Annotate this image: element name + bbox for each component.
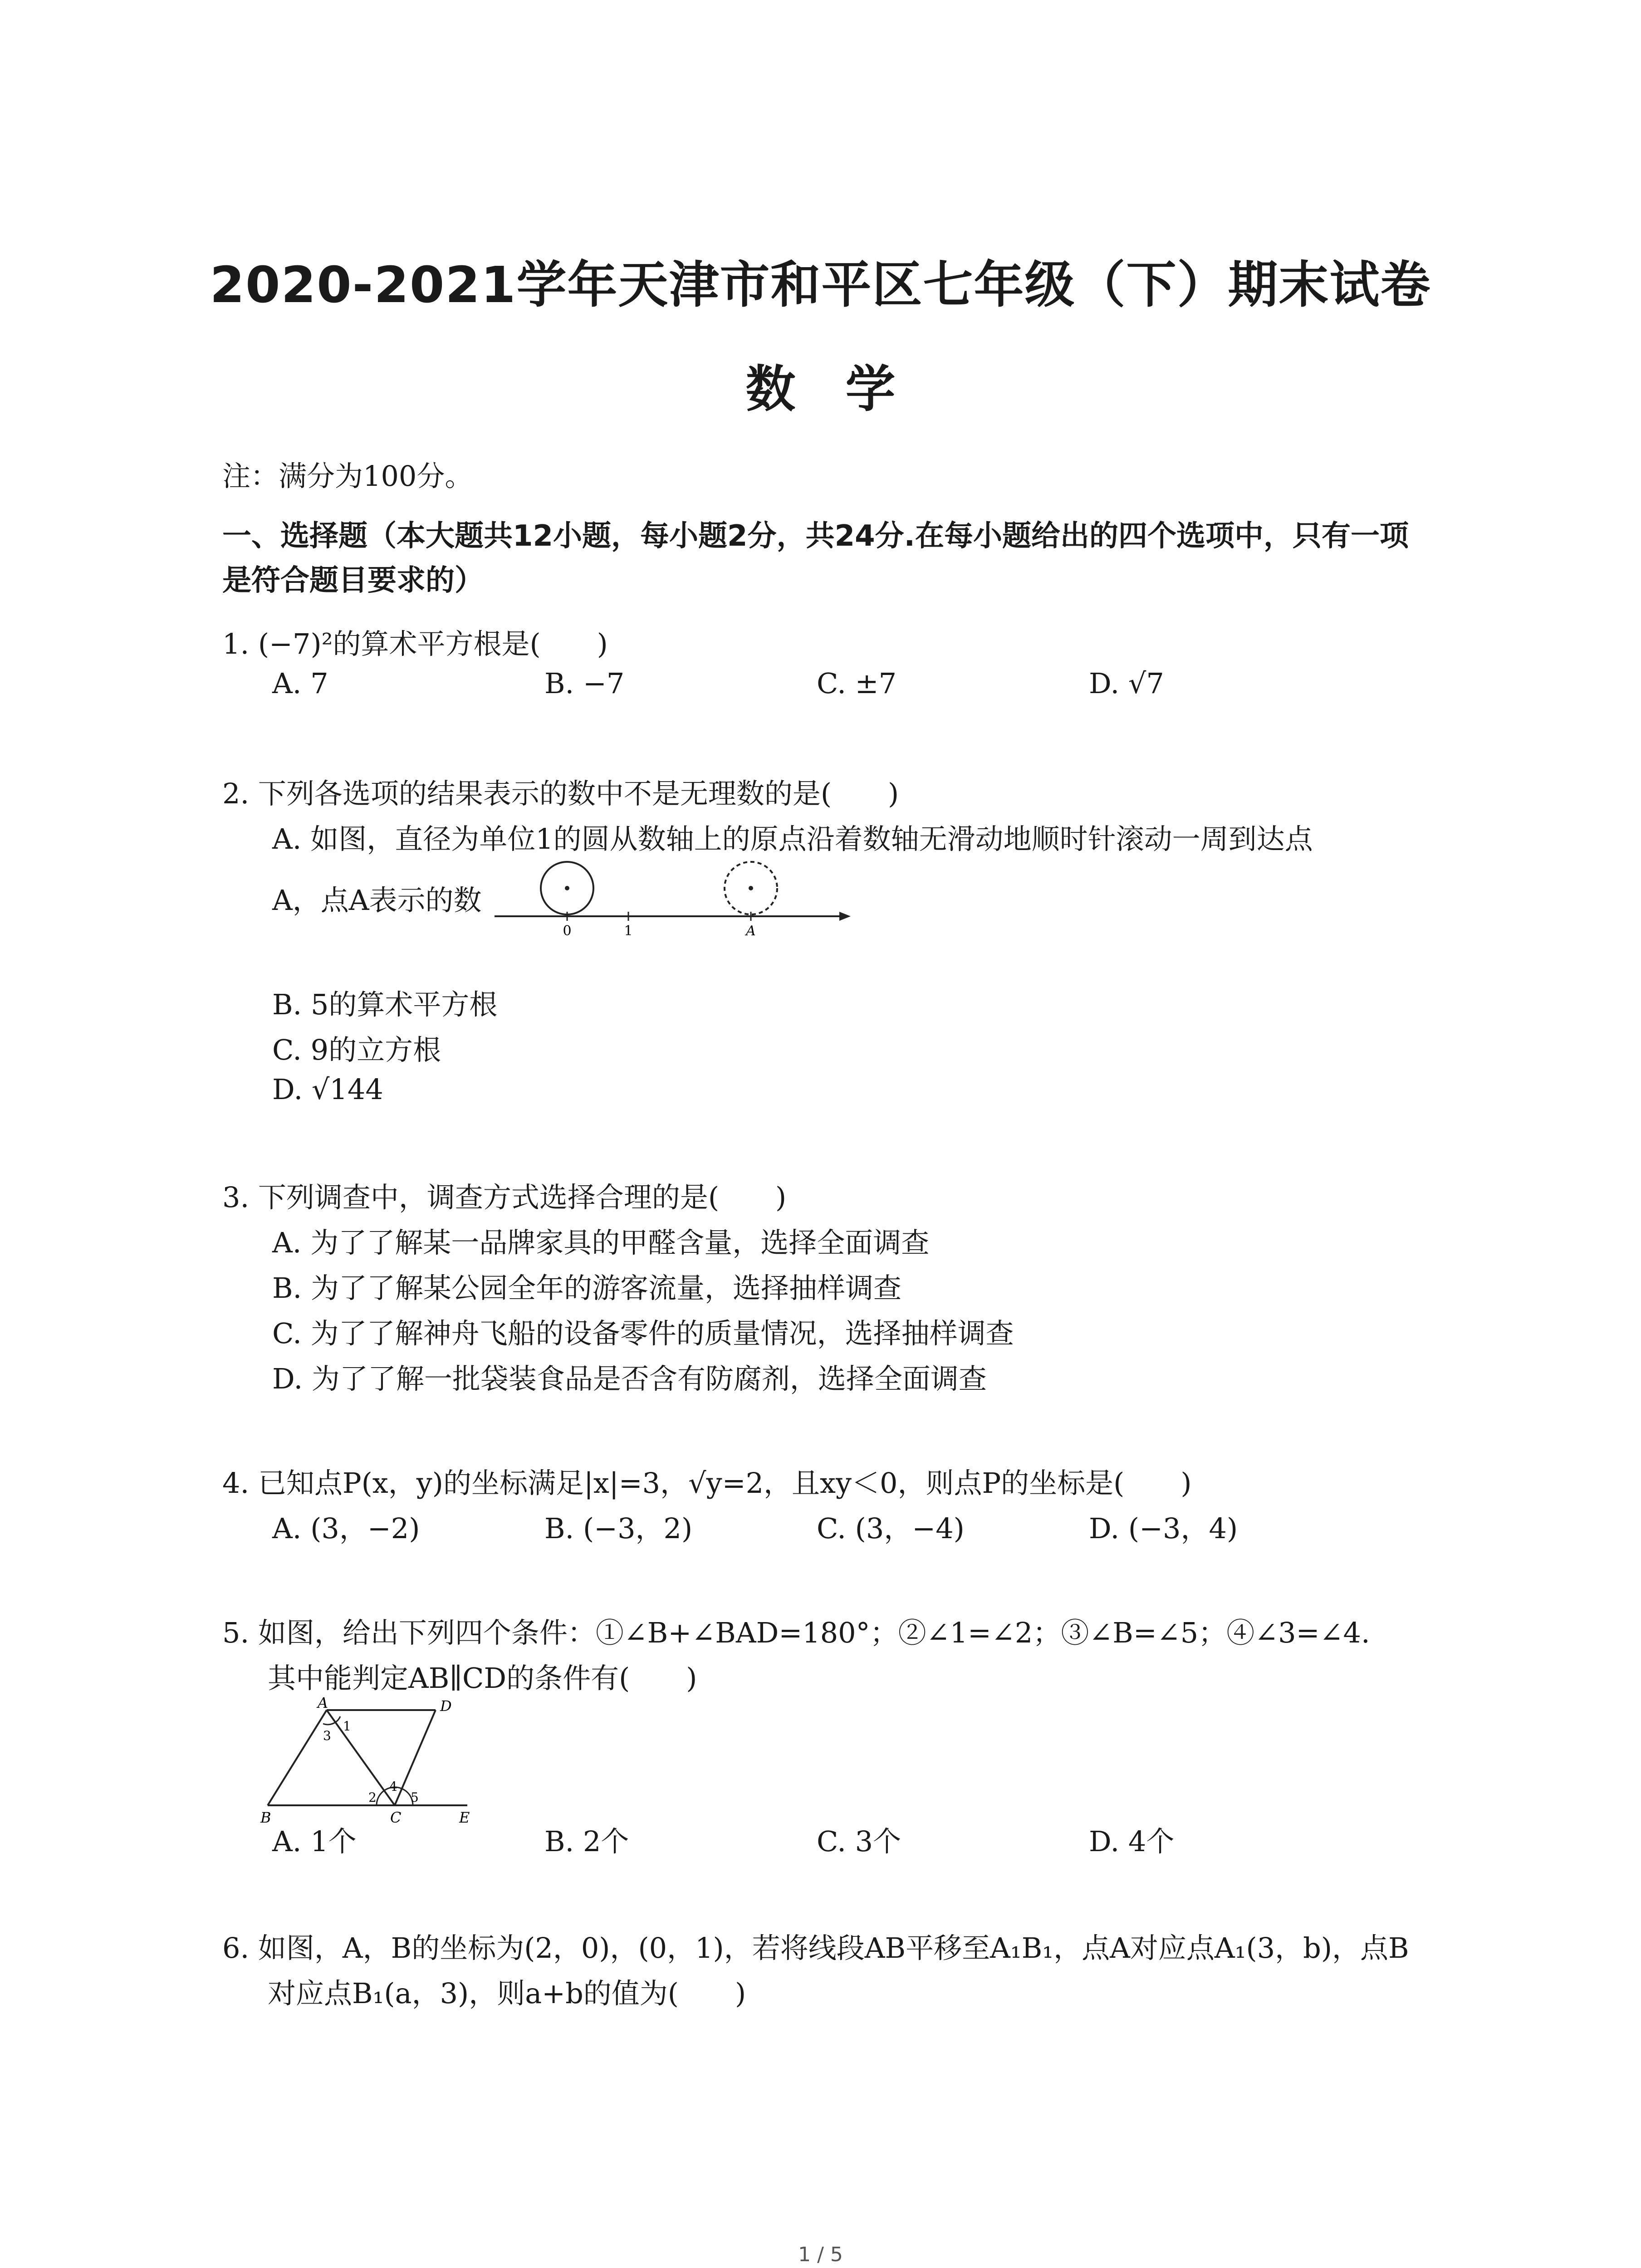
q5-option-a: A. 1个 [272, 1825, 357, 1858]
q2-option-b: B. 5的算术平方根 [272, 988, 498, 1021]
score-note: 注：满分为100分。 [222, 459, 473, 493]
q1-option-c: C. ±7 [817, 667, 897, 700]
line-ab [268, 1710, 327, 1805]
q1-option-b: B. −7 [544, 667, 625, 700]
section-heading-line1: 一、选择题（本大题共12小题，每小题2分，共24分.在每小题给出的四个选项中，只有一项 [222, 519, 1409, 553]
q4-stem: 4. 已知点P(x，y)的坐标满足|x|=3，√y=2，且xy＜0，则点P的坐标是( ) [222, 1466, 1192, 1500]
label-angle2: 2 [368, 1790, 377, 1805]
parallelogram-figure [254, 1696, 490, 1826]
q2-stem: 2. 下列各选项的结果表示的数中不是无理数的是( ) [222, 777, 899, 810]
q4-option-b: B. (−3，2) [544, 1512, 693, 1545]
label-d: D [440, 1697, 452, 1715]
label-angle5: 5 [411, 1790, 419, 1805]
q3-option-d: D. 为了了解一批袋装食品是否含有防腐剂，选择全面调查 [272, 1362, 987, 1395]
q5-option-c: C. 3个 [817, 1825, 901, 1858]
q3-option-b: B. 为了了解某公园全年的游客流量，选择抽样调查 [272, 1271, 901, 1305]
label-b: B [260, 1809, 271, 1826]
exam-subject: 数学 [745, 360, 945, 418]
label-c: C [390, 1809, 402, 1826]
q4-option-a: A. (3，−2) [272, 1512, 420, 1545]
q3-option-a: A. 为了了解某一品牌家具的甲醛含量，选择全面调查 [272, 1226, 930, 1259]
q2-option-d: D. √144 [272, 1073, 383, 1106]
page-number: 1 / 5 [798, 2243, 843, 2266]
q6-stem-line1: 6. 如图，A，B的坐标为(2，0)，(0，1)，若将线段AB平移至A₁B₁，点A对应点A₁(3，b)，点B [222, 1931, 1409, 1965]
label-angle3: 3 [323, 1728, 331, 1743]
q2-option-a-line1: A. 如图，直径为单位1的圆从数轴上的原点沿着数轴无滑动地顺时针滚动一周到达点 [272, 822, 1313, 855]
q5-option-d: D. 4个 [1089, 1825, 1175, 1858]
circle-end-center [749, 886, 753, 890]
label-e: E [459, 1809, 470, 1826]
q4-option-d: D. (−3，4) [1089, 1512, 1238, 1545]
q1-option-a: A. 7 [272, 667, 328, 700]
q4-option-c: C. (3，−4) [817, 1512, 965, 1545]
q3-option-c: C. 为了了解神舟飞船的设备零件的质量情况，选择抽样调查 [272, 1317, 1014, 1350]
axis-arrow-icon [839, 912, 851, 921]
q2-option-a-line2: A，点A表示的数 [272, 884, 482, 917]
q6-stem-line2: 对应点B₁(a，3)，则a+b的值为( ) [268, 1977, 746, 2010]
exam-title: 2020-2021学年天津市和平区七年级（下）期末试卷 [210, 256, 1431, 314]
q5-stem-line2: 其中能判定AB∥CD的条件有( ) [268, 1662, 697, 1695]
label-a: A [318, 1696, 328, 1711]
q2-option-c: C. 9的立方根 [272, 1033, 441, 1066]
circle-start-center [565, 886, 569, 890]
q1-stem: 1. (−7)²的算术平方根是( ) [222, 627, 608, 660]
label-0: 0 [563, 923, 572, 939]
q1-option-d: D. √7 [1089, 667, 1164, 700]
number-line-figure [490, 853, 853, 939]
label-angle4: 4 [389, 1779, 397, 1794]
label-a: A [746, 923, 756, 939]
label-1: 1 [624, 923, 633, 939]
q5-option-b: B. 2个 [544, 1825, 629, 1858]
q3-stem: 3. 下列调查中，调查方式选择合理的是( ) [222, 1181, 787, 1214]
label-angle1: 1 [343, 1719, 351, 1734]
q5-stem-line1: 5. 如图，给出下列四个条件：①∠B+∠BAD=180°；②∠1=∠2；③∠B=∠5；④∠3=∠4. [222, 1616, 1370, 1649]
section-heading-line2: 是符合题目要求的） [222, 564, 484, 597]
